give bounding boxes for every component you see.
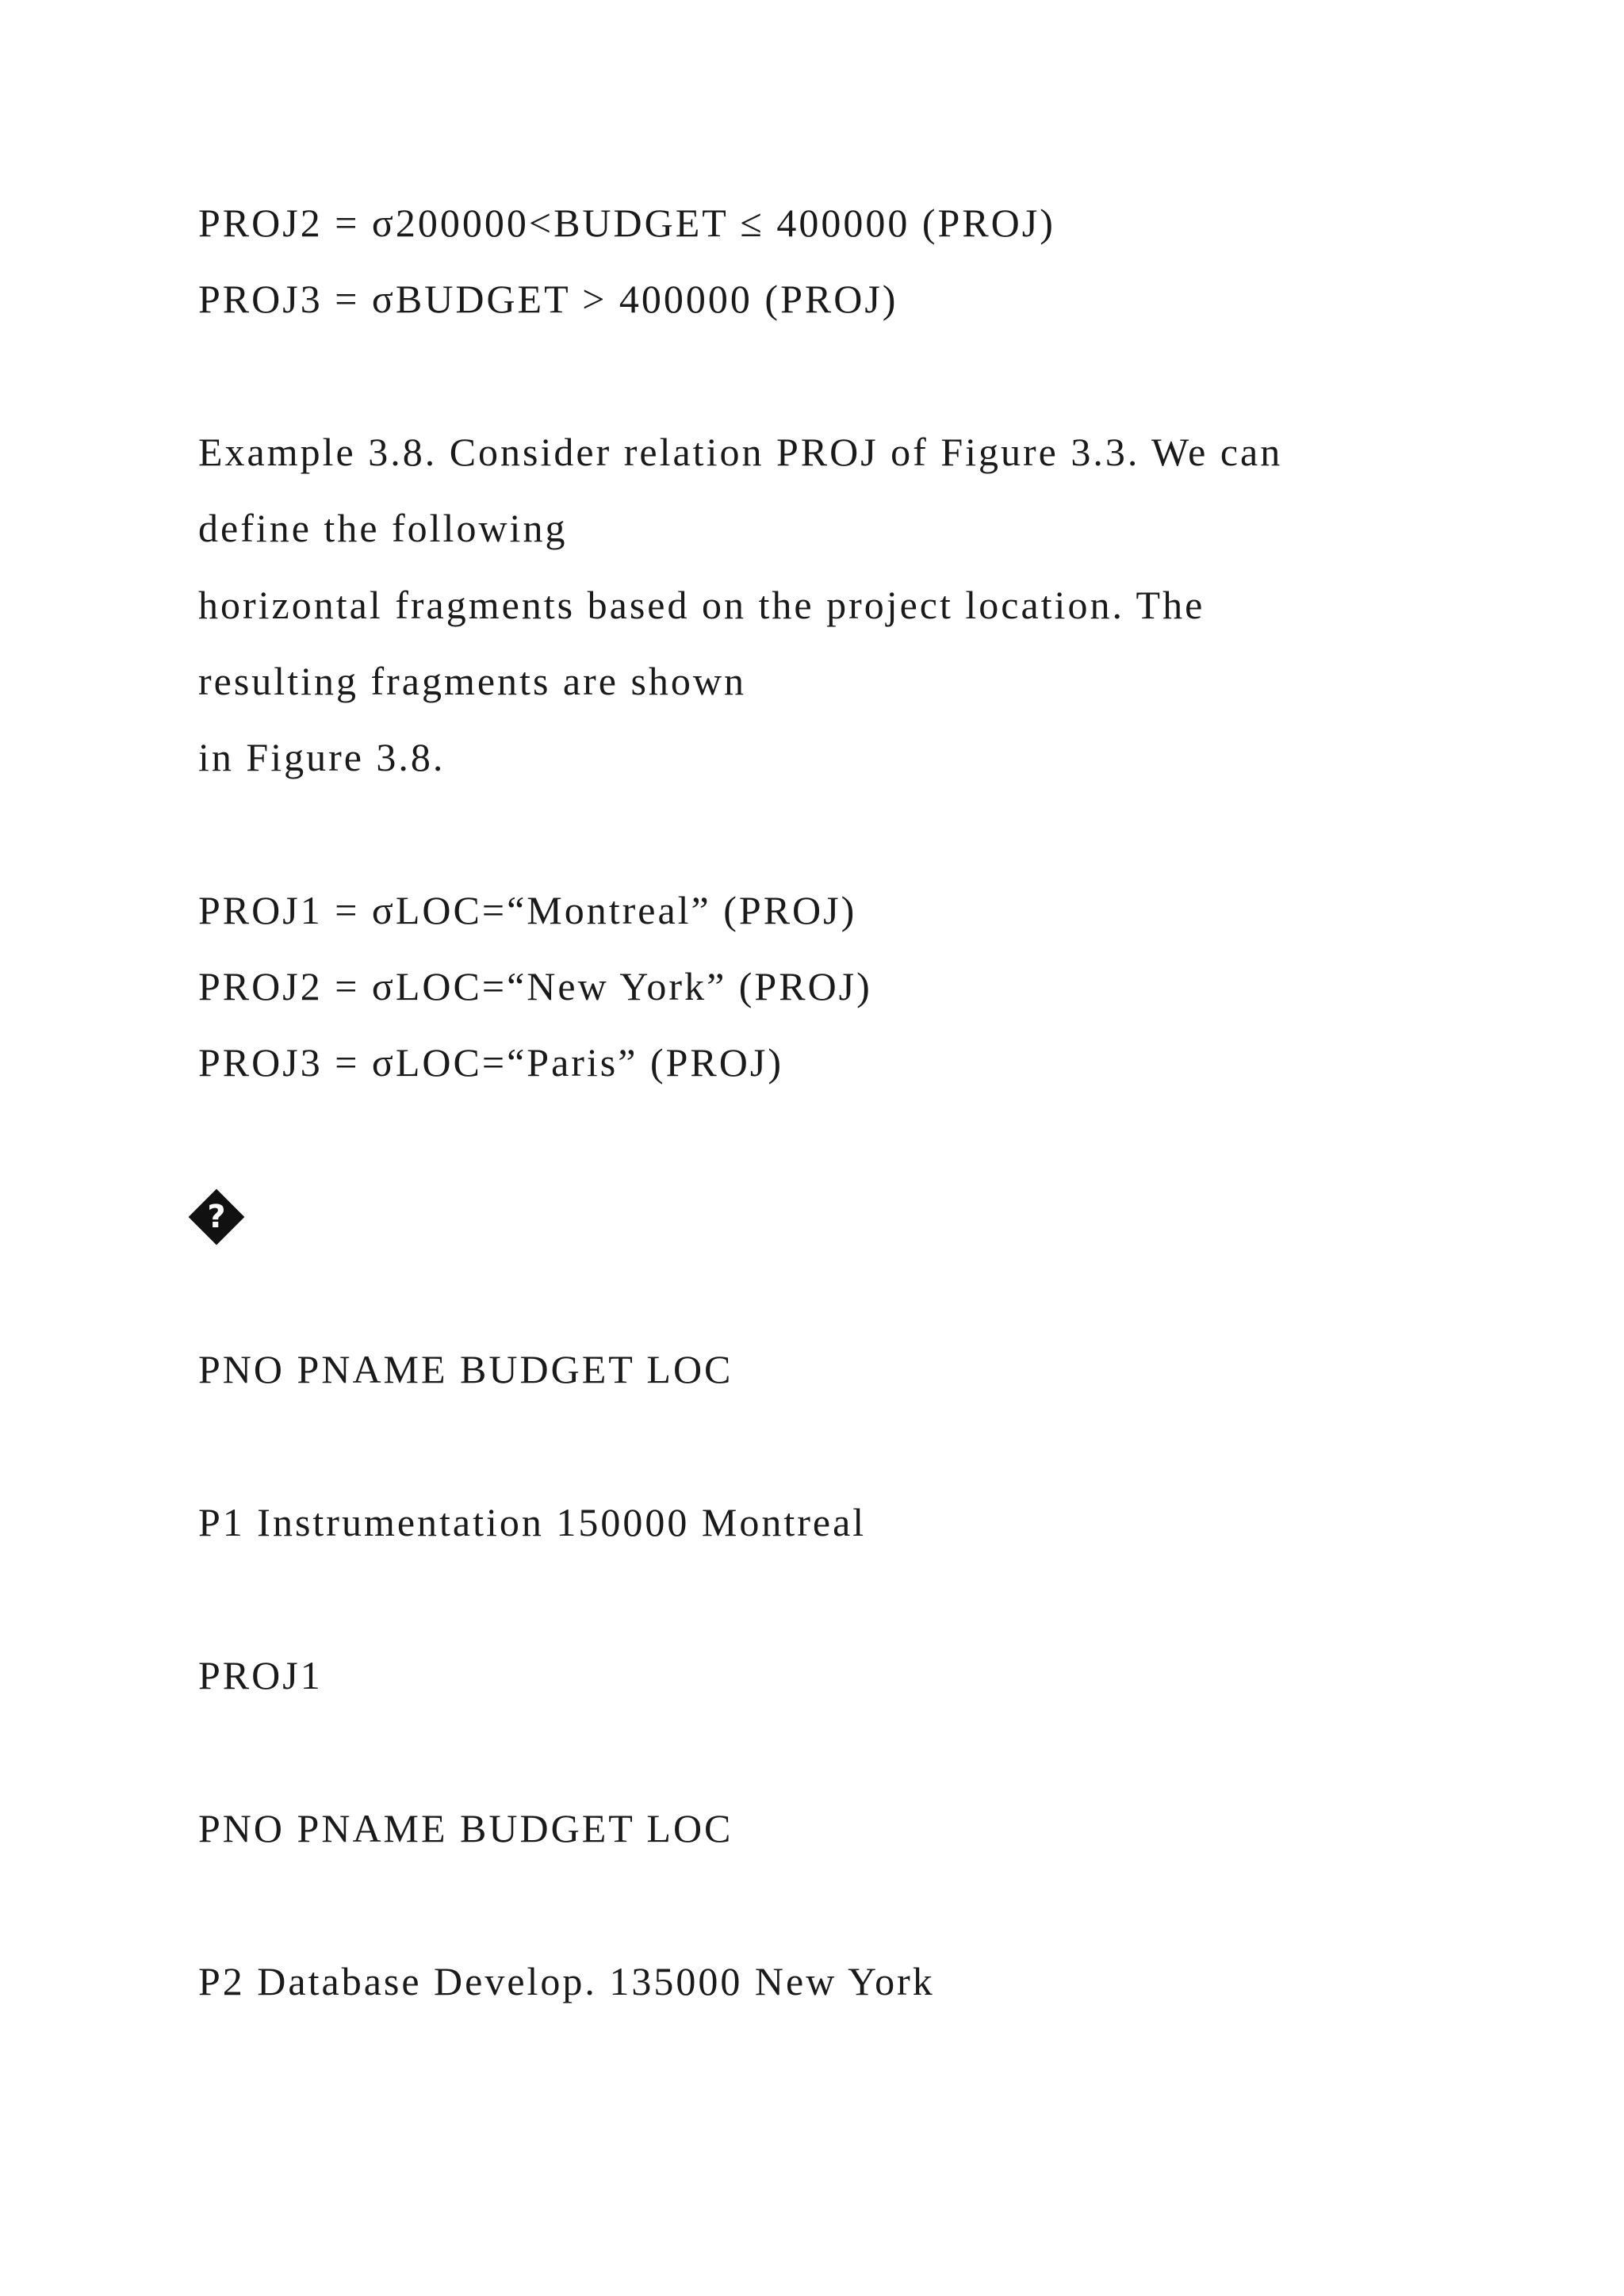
fragment-2-header: PNO PNAME BUDGET LOC xyxy=(198,1806,733,1850)
formula-proj2-budget: PROJ2 = σ200000<BUDGET ≤ 400000 (PROJ) xyxy=(198,201,1055,245)
fragment-1-row: P1 Instrumentation 150000 Montreal xyxy=(198,1500,867,1544)
example-text-line-5: in Figure 3.8. xyxy=(198,735,446,779)
example-text-line-4: resulting fragments are shown xyxy=(198,659,747,703)
fragment-2-row: P2 Database Develop. 135000 New York xyxy=(198,1959,935,2003)
replacement-character-mark: ? xyxy=(207,1199,226,1235)
formula-proj3-loc: PROJ3 = σLOC=“Paris” (PROJ) xyxy=(198,1040,783,1085)
example-text-line-1: Example 3.8. Consider relation PROJ of Figure 3.3. We can xyxy=(198,430,1283,474)
example-text-line-3: horizontal fragments based on the project location. The xyxy=(198,583,1205,627)
replacement-character-icon xyxy=(189,1189,245,1246)
example-text-line-2: define the following xyxy=(198,506,568,550)
formula-proj2-loc: PROJ2 = σLOC=“New York” (PROJ) xyxy=(198,964,872,1008)
fragment-1-header: PNO PNAME BUDGET LOC xyxy=(198,1347,733,1391)
formula-proj3-budget: PROJ3 = σBUDGET > 400000 (PROJ) xyxy=(198,277,898,321)
fragment-1-name: PROJ1 xyxy=(198,1653,323,1697)
formula-proj1-loc: PROJ1 = σLOC=“Montreal” (PROJ) xyxy=(198,888,857,932)
